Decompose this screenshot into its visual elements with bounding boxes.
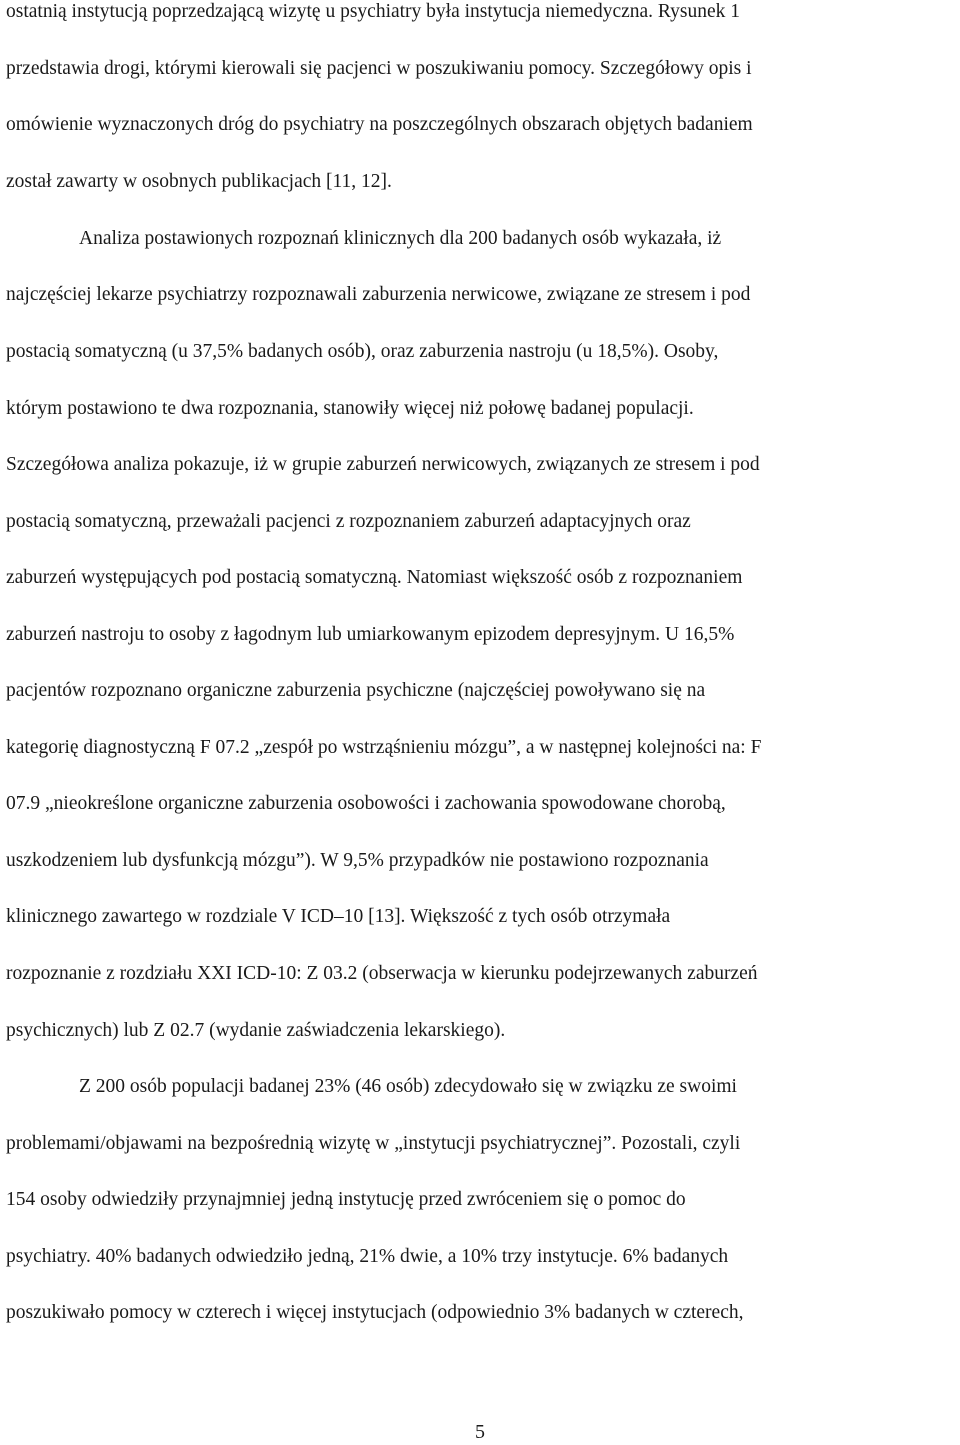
text-line: ostatnią instytucją poprzedzającą wizytę u psychiatry była instytucja niemedyczna. Rysunek 1 — [6, 1, 741, 22]
text-line: psychicznych) lub Z 02.7 (wydanie zaświadczenia lekarskiego). — [6, 1020, 506, 1041]
text-line: pacjentów rozpoznano organiczne zaburzenia psychiczne (najczęściej powoływano się na — [6, 680, 706, 701]
text-line: Szczegółowa analiza pokazuje, iż w grupie zaburzeń nerwicowych, związanych ze stresem i pod — [6, 454, 760, 475]
text-line: którym postawiono te dwa rozpoznania, stanowiły więcej niż połowę badanej populacji. — [6, 398, 694, 419]
text-line: 154 osoby odwiedziły przynajmniej jedną instytucję przed zwróceniem się o pomoc do — [6, 1189, 686, 1210]
text-line: przedstawia drogi, którymi kierowali się pacjenci w poszukiwaniu pomocy. Szczegółowy opis i — [6, 58, 752, 79]
text-line: 07.9 „nieokreślone organiczne zaburzenia osobowości i zachowania spowodowane chorobą, — [6, 793, 726, 814]
text-line: rozpoznanie z rozdziału XXI ICD-10: Z 03.2 (obserwacja w kierunku podejrzewanych zaburzeń — [6, 963, 758, 984]
text-line: Z 200 osób populacji badanej 23% (46 osób) zdecydowało się w związku ze swoimi — [79, 1076, 737, 1097]
text-line: problemami/objawami na bezpośrednią wizytę w „instytucji psychiatrycznej”. Pozostali, czyli — [6, 1133, 741, 1154]
text-line: postacią somatyczną, przeważali pacjenci z rozpoznaniem zaburzeń adaptacyjnych oraz — [6, 511, 691, 532]
text-line: Analiza postawionych rozpoznań klinicznych dla 200 badanych osób wykazała, iż — [79, 228, 722, 249]
text-line: psychiatry. 40% badanych odwiedziło jedną, 21% dwie, a 10% trzy instytucje. 6% badanych — [6, 1246, 729, 1267]
text-line: klinicznego zawartego w rozdziale V ICD–10 [13]. Większość z tych osób otrzymała — [6, 906, 671, 927]
text-line: postacią somatyczną (u 37,5% badanych osób), oraz zaburzenia nastroju (u 18,5%). Osoby, — [6, 341, 719, 362]
text-line: poszukiwało pomocy w czterech i więcej instytucjach (odpowiednio 3% badanych w czterech, — [6, 1302, 744, 1323]
text-line: zaburzeń występujących pod postacią somatyczną. Natomiast większość osób z rozpoznaniem — [6, 567, 743, 588]
text-line: zaburzeń nastroju to osoby z łagodnym lub umiarkowanym epizodem depresyjnym. U 16,5% — [6, 624, 735, 645]
text-line: został zawarty w osobnych publikacjach [11, 12]. — [6, 171, 392, 192]
text-line: uszkodzeniem lub dysfunkcją mózgu”). W 9,5% przypadków nie postawiono rozpoznania — [6, 850, 709, 871]
text-line: kategorię diagnostyczną F 07.2 „zespół po wstrząśnieniu mózgu”, a w następnej kolejności na: F — [6, 737, 762, 758]
page-number: 5 — [475, 1421, 485, 1443]
text-line: omówienie wyznaczonych dróg do psychiatry na poszczególnych obszarach objętych badaniem — [6, 114, 753, 135]
text-line: najczęściej lekarze psychiatrzy rozpoznawali zaburzenia nerwicowe, związane ze stresem i pod — [6, 284, 751, 305]
